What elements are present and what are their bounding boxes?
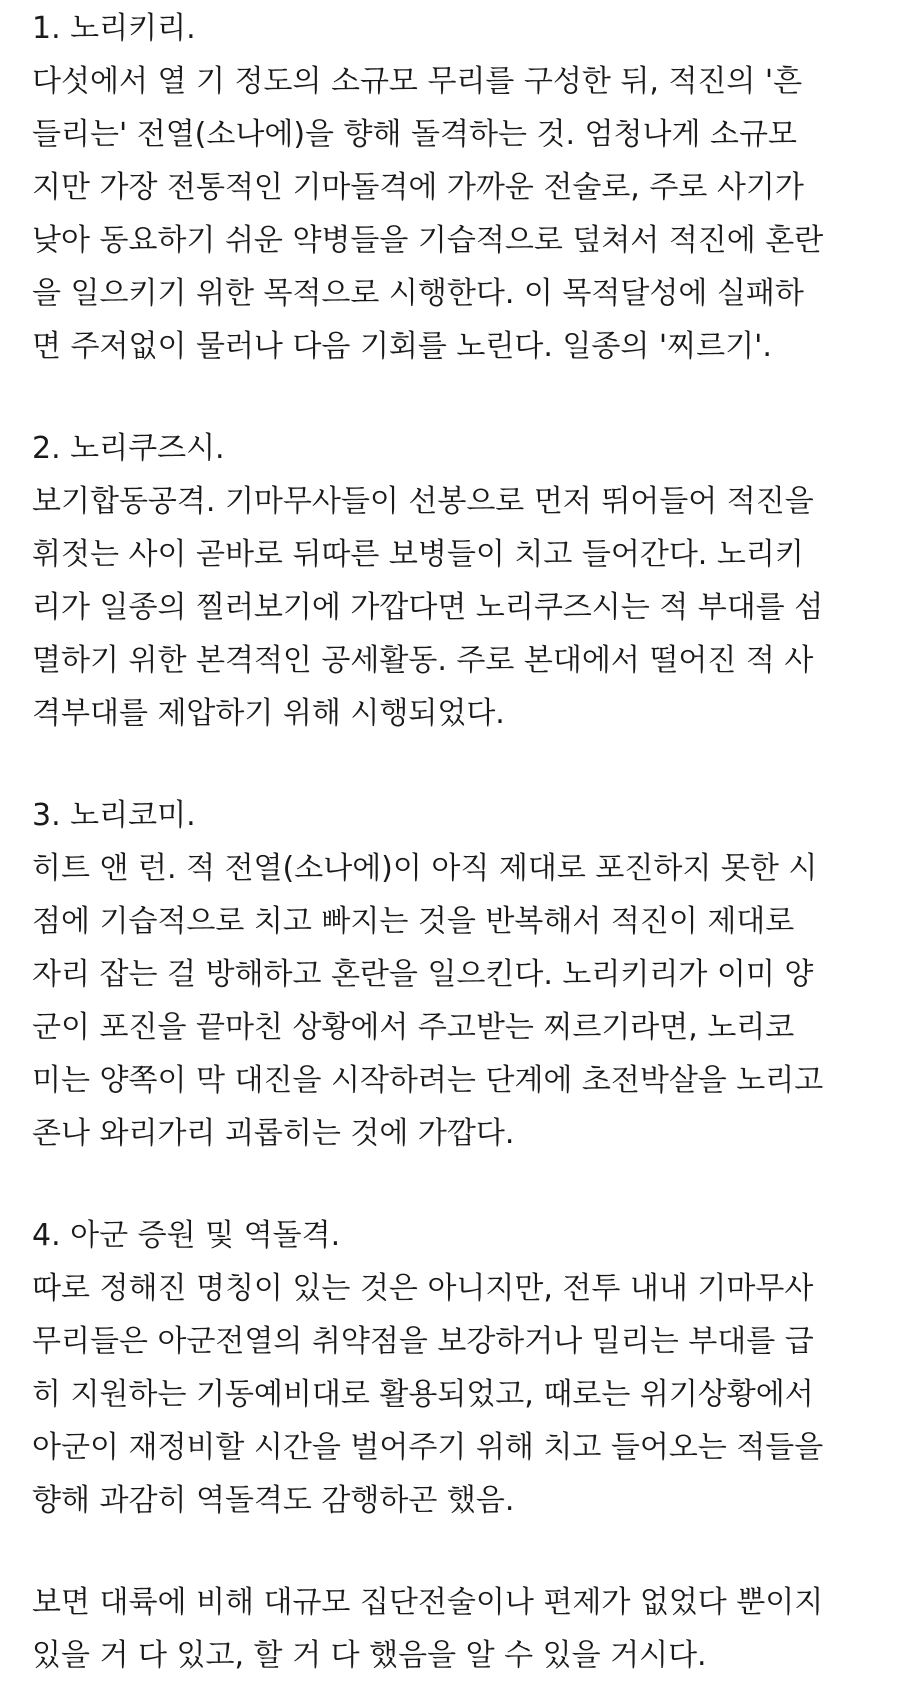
text-line: 미는 양쪽이 막 대진을 시작하려는 단계에 초전박살을 노리고 [32,1063,824,1098]
text-line: 면 주저없이 물러나 다음 기회를 노린다. 일종의 '찌르기'. [32,329,772,364]
text-line: 보기합동공격. 기마무사들이 선봉으로 먼저 뛰어들어 적진을 [32,484,814,519]
section-title: 1. 노리키리. [32,11,196,46]
section-conclusion [32,1576,882,1682]
text-line: 리가 일종의 찔러보기에 가깝다면 노리쿠즈시는 적 부대를 섬 [32,590,824,625]
text-line: 휘젓는 사이 곧바로 뒤따른 보병들이 치고 들어간다. 노리키 [32,537,804,572]
section-title: 3. 노리코미. [32,798,196,833]
text-line: 아군이 재정비할 시간을 벌어주기 위해 치고 들어오는 적들을 [32,1430,824,1465]
text-line: 따로 정해진 명칭이 있는 것은 아니지만, 전투 내내 기마무사 [32,1271,814,1306]
text-line: 멸하기 위한 본격적인 공세활동. 주로 본대에서 떨어진 적 사 [32,643,814,678]
text-line: 무리들은 아군전열의 취약점을 보강하거나 밀리는 부대를 급 [32,1324,814,1359]
section-norikomi [32,789,882,1160]
text-line: 을 일으키기 위한 목적으로 시행한다. 이 목적달성에 실패하 [32,276,804,311]
text-line: 자리 잡는 걸 방해하고 혼란을 일으킨다. 노리키리가 이미 양 [32,957,814,992]
text-line: 낮아 동요하기 쉬운 약병들을 기습적으로 덮쳐서 적진에 혼란 [32,223,824,258]
text-line: 보면 대륙에 비해 대규모 집단전술이나 편제가 없었다 뿐이지 [32,1585,824,1620]
text-line: 점에 기습적으로 치고 빠지는 것을 반복해서 적진이 제대로 [32,904,795,939]
section-norikuzushi [32,422,882,740]
text-line: 들리는' 전열(소나에)을 향해 돌격하는 것. 엄청나게 소규모 [32,117,797,152]
section-reinforcement [32,1209,882,1527]
section-norikiri [32,2,882,373]
section-title: 2. 노리쿠즈시. [32,431,225,466]
section-title: 4. 아군 증원 및 역돌격. [32,1218,341,1253]
text-line: 히 지원하는 기동예비대로 활용되었고, 때로는 위기상황에서 [32,1377,814,1412]
text-line: 지만 가장 전통적인 기마돌격에 가까운 전술로, 주로 사기가 [32,170,804,205]
text-line: 다섯에서 열 기 정도의 소규모 무리를 구성한 뒤, 적진의 '흔 [32,64,803,99]
text-line: 격부대를 제압하기 위해 시행되었다. [32,696,505,731]
text-line: 히트 앤 런. 적 전열(소나에)이 아직 제대로 포진하지 못한 시 [32,851,818,886]
text-line: 있을 거 다 있고, 할 거 다 했음을 알 수 있을 거시다. [32,1638,707,1673]
text-line: 향해 과감히 역돌격도 감행하곤 했음. [32,1483,515,1518]
text-line: 존나 와리가리 괴롭히는 것에 가깝다. [32,1116,515,1151]
text-line: 군이 포진을 끝마친 상황에서 주고받는 찌르기라면, 노리코 [32,1010,795,1045]
